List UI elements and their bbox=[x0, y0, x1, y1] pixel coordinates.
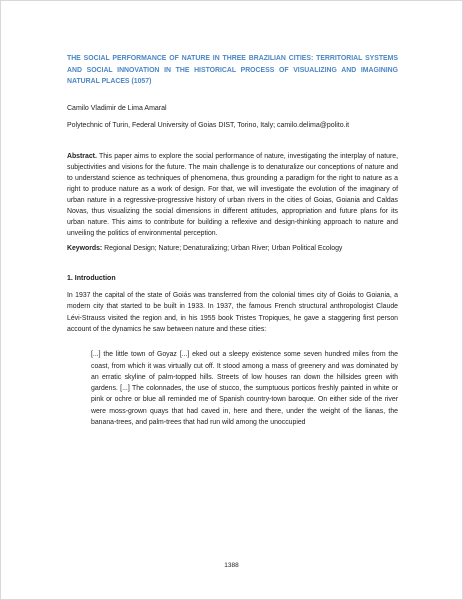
author-name: Camilo Vladimir de Lima Amaral bbox=[67, 105, 167, 113]
section-heading: 1. Introduction bbox=[67, 275, 116, 283]
body-paragraph: In 1937 the capital of the state of Goiás was transferred from the colonial times city of Goiás to Goiania, a modern city that started to be built in 1933. In 1937, the famous French structural anthropologist Claude Lévi-Strauss visited the region and, in his 1955 book Tristes Tropiques, he gave a staggering first person account of the dynamics he saw between nature and these cities: bbox=[67, 292, 398, 333]
paper-title: THE SOCIAL PERFORMANCE OF NATURE IN THREE BRAZILIAN CITIES: TERRITORIAL SYSTEMS AND SOCIAL INNOVATION IN THE HISTORICAL PROCESS OF VISUALIZING AND IMAGINING NATURAL PLACES (1057) bbox=[67, 55, 398, 86]
abstract-text: This paper aims to explore the social performance of nature, investigating the interplay of nature, subjectivities and visions for the future. The main challenge is to denaturalize our conceptions of nature and to understand science as techniques of phenomena, thus grounding a paradigm for the right to nature as a right to produce nature as a work of design. For that, we will investigate the evolution of the imaginary of urban nature in a regressive-progressive history of urban rivers in the cities of Goias, Goiania and Caldas Novas, thus visualizing the social dimensions in different attitudes, appropriation and future plans for its urban nature. This aims to contribute for building a reflexive and design-thinking approach to nature and unveiling the politics of environmental perception. bbox=[67, 153, 398, 238]
abstract bbox=[67, 151, 398, 239]
page-number: 1388 bbox=[224, 562, 239, 569]
author-affiliation: Polytechnic of Turin, Federal University of Goias DIST, Torino, Italy; camilo.delima@polito.it bbox=[67, 122, 350, 130]
keywords bbox=[67, 243, 398, 254]
paper-page bbox=[67, 53, 398, 428]
block-quote: [...] the little town of Goyaz [...] eked out a sleepy existence some seven hundred miles from the coast, from which it was virtually cut off. It stood among a mass of greenery and was dominated by an erratic skyline of palm-topped hills. Streets of low houses ran down the hillsides green with gardens. [...] The colonnades, the use of stucco, the sumptuous porticos freshly painted in white or pink or ochre or blue all reminded me of Spanish country-town baroque. On either side of the river were moss-grown quays that had caved in, here and there, under the weight of the lianas, the banana-trees, and palm-trees that had run wild among the unoccupied bbox=[91, 351, 398, 427]
keywords-text: Regional Design; Nature; Denaturalizing; Urban River; Urban Political Ecology bbox=[102, 245, 343, 253]
keywords-label: Keywords: bbox=[67, 245, 103, 253]
abstract-label: Abstract. bbox=[67, 153, 97, 161]
